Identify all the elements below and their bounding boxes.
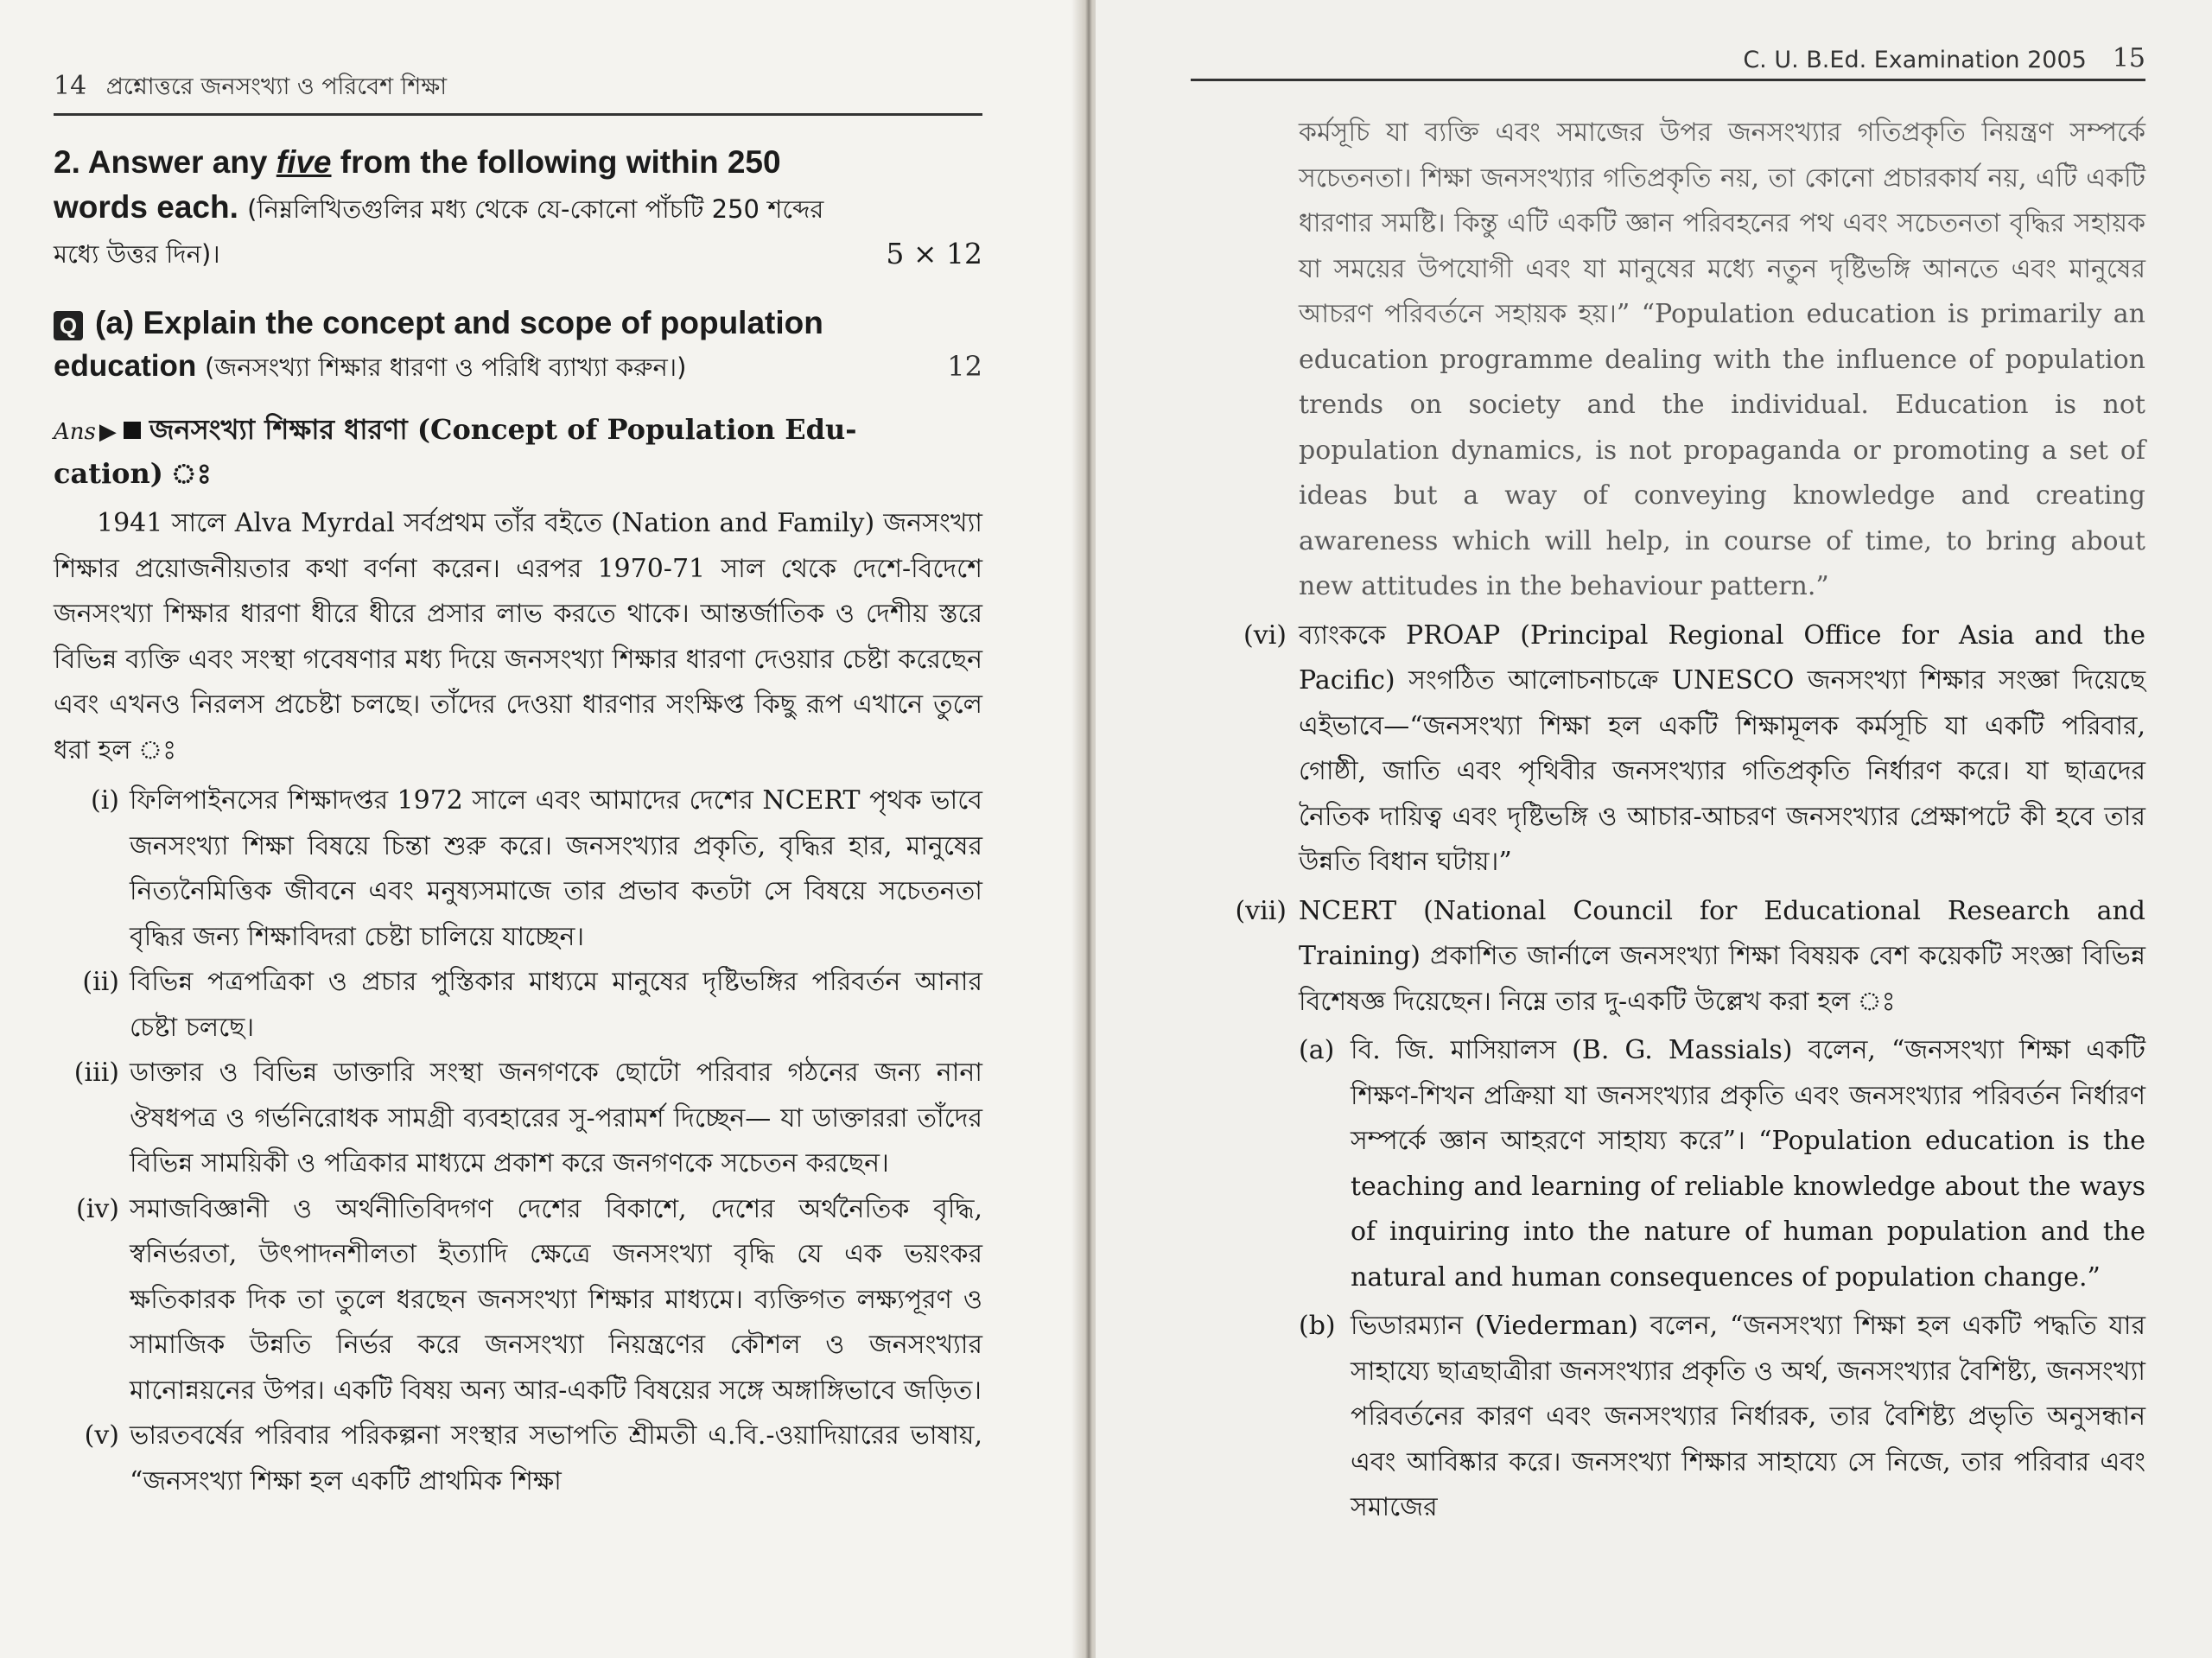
right-header-title: C. U. B.Ed. Examination 2005 [1743,47,2087,73]
list-item [54,1187,982,1414]
question-prefix: 2. Answer any [54,144,276,180]
answer-label: Ans [54,419,96,445]
list-item-text: বিভিন্ন পত্রপত্রিকা ও প্রচার পুস্তিকার মাধ্যমে মানুষের দৃষ্টিভঙ্গির পরিবর্তন আনার চেষ্টা চলছে। [130,967,982,1043]
right-running-head [1191,43,2145,81]
question-a-cont [54,346,982,388]
left-running-head [54,69,982,116]
list-item-number: (iv) [76,1193,119,1224]
question-a-marks: 12 [947,350,982,383]
list-item-number: (vii) [1235,895,1287,926]
list-item-number: (ii) [82,967,119,997]
left-page-content [54,69,982,1504]
list-item [54,778,982,960]
list-item-number: (i) [90,785,119,816]
left-header [54,69,447,108]
question-marks: 5 × 12 [886,237,982,270]
right-page-content [1191,43,2145,1531]
sub-list-item [1299,1304,2145,1531]
square-bullet-icon [124,422,141,439]
answer-heading-line2: cation) ঃ [54,457,212,490]
list-item-number: (iii) [73,1058,119,1088]
question-line2: words each. [54,189,238,225]
list-item [1191,889,2145,1026]
question-bengali-line2: মধ্যে উত্তর দিন)। [54,239,220,269]
list-item-number: (v) [84,1420,119,1451]
question-bengali: (নিম্নলিখিতগুলির মধ্য থেকে যে-কোনো পাঁচটি 250 শব্দের [247,194,824,224]
question-a-text: (a) Explain the concept and scope of population [95,305,823,340]
list-item-number: (vi) [1243,619,1287,651]
list-item-text: সমাজবিজ্ঞানী ও অর্থনীতিবিদগণ দেশের বিকাশে, দেশের অর্থনৈতিক বৃদ্ধি, স্বনির্ভরতা, উৎপাদনশীলতা ইত্যাদি ক্ষেত্রে জনসংখ্যা বৃদ্ধি যে এক ভয়ংকর ক্ষতিকারক দিক তা তুলে ধরছেন জনসংখ্যা শিক্ষার মাধ্যমে। ব্যক্তিগত লক্ষ্যপূরণ ও সামাজিক উন্নতি নির্ভর করে জনসংখ্যা নিয়ন্ত্রণের কৌশল ও জনসংখ্যার মানোন্নয়নের উপর। একটি বিষয় অন্য আর-একটি বিষয়ের সঙ্গে অঙ্গাঙ্গিভাবে জড়িত। [130,1193,982,1406]
list-item-text: ব্যাংককে PROAP (Principal Regional Office for Asia and the Pacific) সংগঠিত আলোচনাচক্রে UNESCO জনসংখ্যা শিক্ষার সংজ্ঞা দিয়েছে এইভাবে—“জনসংখ্যা শিক্ষা হল একটি শিক্ষামূলক কর্মসূচি যা একটি পরিবার, গোষ্ঠী, জাতি এবং পৃথিবীর জনসংখ্যার গতিপ্রকৃতি নির্ধারণ করে। যা ছাত্রদের নৈতিক দায়িত্ব এবং দৃষ্টিভঙ্গি ও আচার-আচরণ জনসংখ্যার প্রেক্ষাপটে কী হবে তার উন্নতি বিধান ঘটায়।” [1299,619,2145,877]
sub-list-item [1299,1028,2145,1300]
sub-item-text: বি. জি. মাসিয়ালস (B. G. Massials) বলেন, “জনসংখ্যা শিক্ষা একটি শিক্ষণ-শিখন প্রক্রিয়া যা জনসংখ্যার প্রকৃতি এবং জনসংখ্যার পরিবর্তন নির্ধারণ সম্পর্কে জ্ঞান আহরণে সাহায্য করে”। “Population education is the teaching and learning of reliable knowledge about the ways of inquiring into the nature of human population and the natural and human consequences of population change.” [1351,1035,2145,1293]
list-item [1191,613,2145,886]
continuation-paragraph: কর্মসূচি যা ব্যক্তি এবং সমাজের উপর জনসংখ্যার গতিপ্রকৃতি নিয়ন্ত্রণ সম্পর্কে সচেতনতা। শিক্ষা জনসংখ্যার গতিপ্রকৃতি নয়, তা কোনো প্রচারকার্য নয়, এটি একটি ধারণার সমষ্টি। কিন্তু এটি একটি জ্ঞান পরিবহনের পথ এবং সচেতনতা বৃদ্ধির সহায়ক যা সময়ের উপযোগী এবং যা মানুষের মধ্যে নতুন দৃষ্টিভঙ্গি আনতে এবং মানুষের আচরণ পরিবর্তনে সহায়ক হয়।” “Population education is primarily an education programme dealing with the influence of population trends on society and the individual. Education is not population dynamics, is not propaganda or promoting a set of ideas but a way of conveying knowledge and creating awareness which will help, in course of time, to bring about new attitudes in the behaviour pattern.” [1299,118,2145,601]
question-a-line2: education [54,349,197,383]
question-emphasis: five [276,144,332,180]
question-a [54,301,982,346]
right-page-number: 15 [2112,43,2145,73]
answer-heading-text: জনসংখ্যা শিক্ষার ধারণা (Concept of Population Edu- [149,413,857,446]
answer-heading [54,409,982,494]
sub-item-number: (b) [1299,1311,1336,1341]
question-heading [54,140,982,232]
question-suffix: from the following within 250 [331,144,781,180]
list-item-text: ডাক্তার ও বিভিন্ন ডাক্তারি সংস্থা জনগণকে ছোটো পরিবার গঠনের জন্য নানা ঔষধপত্র ও গর্ভনিরোধক সামগ্রী ব্যবহারের সু-পরামর্শ দিচ্ছেন— যা ডাক্তাররা তাঁদের বিভিন্ন সাময়িকী ও পত্রিকার মাধ্যমে প্রকাশ করে জনগণকে সচেতন করছেন। [130,1058,982,1178]
question-marks-line [54,232,982,276]
left-list [54,778,982,1504]
sub-item-text: ভিডারম্যান (Viederman) বলেন, “জনসংখ্যা শিক্ষা হল একটি পদ্ধতি যার সাহায্যে ছাত্রছাত্রীরা জনসংখ্যার প্রকৃতি ও অর্থ, জনসংখ্যার বৈশিষ্ট্য, জনসংখ্যা পরিবর্তনের কারণ এবং জনসংখ্যার নির্ধারক, তার বৈশিষ্ট্য প্রভৃতি অনুসন্ধান এবং আবিষ্কার করে। জনসংখ্যা শিক্ষার সাহায্যে সে নিজে, তার পরিবার এবং সমাজের [1351,1311,2145,1522]
list-item-text: ভারতবর্ষের পরিবার পরিকল্পনা সংস্থার সভাপতি শ্রীমতী এ.বি.-ওয়াদিয়ারের ভাষায়, “জনসংখ্যা শিক্ষা হল একটি প্রাথমিক শিক্ষা [130,1420,982,1496]
intro-paragraph: 1941 সালে Alva Myrdal সর্বপ্রথম তাঁর বইতে (Nation and Family) জনসংখ্যা শিক্ষার প্রয়োজনীয়তার কথা বর্ণনা করেন। এরপর 1970-71 সাল থেকে দেশে-বিদেশে জনসংখ্যা শিক্ষার ধারণা ধীরে ধীরে প্রসার লাভ করতে থাকে। আন্তর্জাতিক ও দেশীয় স্তরে বিভিন্ন ব্যক্তি এবং সংস্থা গবেষণার মধ্য দিয়ে জনসংখ্যা শিক্ষার ধারণা দেওয়ার চেষ্টা করেছেন এবং এখনও নিরলস প্রচেষ্টা চলছে। তাঁদের দেওয়া ধারণার সংক্ষিপ্ত কিছু রূপ এখানে তুলে ধরা হল ঃ [54,508,982,765]
question-badge-icon: Q [54,311,83,340]
list-item-text: NCERT (National Council for Educational Research and Training) প্রকাশিত জার্নালে জনসংখ্যা শিক্ষা বিষয়ক বেশ কয়েকটি সংজ্ঞা বিভিন্ন বিশেষজ্ঞ দিয়েছেন। নিম্নে তার দু-একটি উল্লেখ করা হল ঃ [1299,895,2145,1017]
list-item [54,1051,982,1187]
answer-arrow-icon: ▶ [99,419,117,445]
question-a-bengali: (জনসংখ্যা শিক্ষার ধারণা ও পরিধি ব্যাখ্যা করুন।) [205,353,687,382]
list-item-text: ফিলিপাইনসের শিক্ষাদপ্তর 1972 সালে এবং আমাদের দেশের NCERT পৃথক ভাবে জনসংখ্যা শিক্ষা বিষয়ে চিন্তা শুরু করে। জনসংখ্যার প্রকৃতি, বৃদ্ধির হার, মানুষের নিত্যনৈমিত্তিক জীবনে এবং মনুষ্যসমাজে তার প্রভাব কতটা সে বিষয়ে সচেতনতা বৃদ্ধির জন্য শিক্ষাবিদরা চেষ্টা চালিয়ে যাচ্ছেন। [130,785,982,952]
sub-item-number: (a) [1299,1035,1335,1065]
list-item [54,960,982,1051]
left-page [0,0,1090,1658]
left-page-number: 14 [54,71,87,101]
left-header-title: প্রশ্নোত্তরে জনসংখ্যা ও পরিবেশ শিক্ষা [105,73,448,100]
list-item [54,1413,982,1504]
